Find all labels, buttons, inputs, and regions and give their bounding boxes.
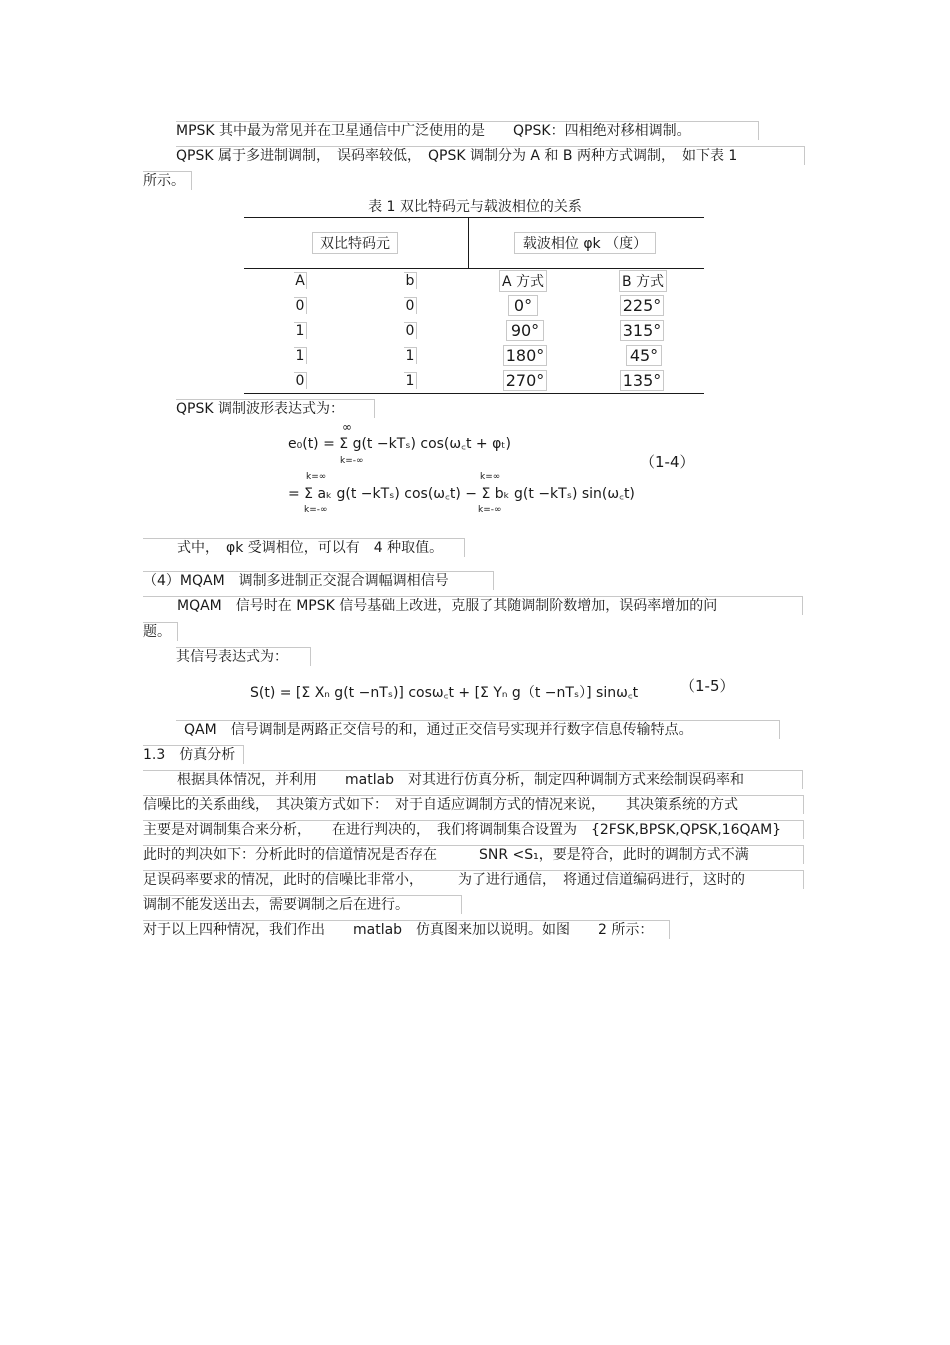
paragraph-simulation-line5: 足误码率要求的情况，此时的信噪比非常小， 为了进行通信， 将通过信道编码进行，这时的 xyxy=(143,870,804,889)
paragraph-mqam-line2: 题。 xyxy=(143,622,178,641)
table-bottom-rule xyxy=(244,393,704,394)
table-top-rule xyxy=(244,217,704,218)
table-caption: 表 1 双比特码元与载波相位的关系 xyxy=(368,199,582,215)
table-cell: 225° xyxy=(620,295,664,316)
table-cell: 270° xyxy=(503,370,547,391)
sum-lower-limit: k=-∞ xyxy=(304,505,328,515)
table-cell: 1 xyxy=(294,322,307,339)
paragraph-qpsk-line2: 所示。 xyxy=(143,171,192,190)
table-cell: 0° xyxy=(508,295,538,316)
sum-upper-limit: k=∞ xyxy=(480,472,501,482)
table-header-bits: 双比特码元 xyxy=(312,232,398,254)
paragraph-qpsk-line1: QPSK 属于多进制调制， 误码率较低， QPSK 调制分为 A 和 B 两种方式调制， 如下表 1 xyxy=(176,146,805,165)
paragraph-qpsk-expr-intro: QPSK 调制波形表达式为： xyxy=(176,399,375,418)
table-cell: 0 xyxy=(294,372,307,389)
table-cell: 135° xyxy=(620,370,664,391)
table-cell: 1 xyxy=(404,372,417,389)
section-heading-1-3: 1.3 仿真分析 xyxy=(143,745,244,764)
table-cell: 180° xyxy=(503,345,547,366)
table-header-rule xyxy=(244,268,704,269)
table-cell: 1 xyxy=(404,347,417,364)
equation-1-5-number: （1-5） xyxy=(680,677,735,695)
sum-upper-limit: k=∞ xyxy=(306,472,327,482)
sum-lower-limit: k=-∞ xyxy=(478,505,502,515)
table-subheader-mode-b: B 方式 xyxy=(619,270,667,292)
sum-upper-limit: ∞ xyxy=(342,420,352,434)
table-subheader-a: A xyxy=(294,272,307,289)
equation-1-4-line2: = Σ aₖ g(t −kTₛ) cos(ω꜀t) − Σ bₖ g(t −kTₛ) sin(ω꜀t) xyxy=(288,486,635,502)
paragraph-simulation-line1: 根据具体情况，并利用 matlab 对其进行仿真分析，制定四种调制方式来绘制误码率和 xyxy=(143,770,803,789)
table-cell: 0 xyxy=(404,322,417,339)
equation-1-4-line1: e₀(t) = Σ g(t −kTₛ) cos(ω꜀t + φₜ) xyxy=(288,436,511,452)
paragraph-mqam-line1: MQAM 信号时在 MPSK 信号基础上改进，克服了其随调制阶数增加，误码率增加的问 xyxy=(143,596,803,615)
paragraph-simulation-line3: 主要是对调制集合来分析， 在进行判决的， 我们将调制集合设置为 {2FSK,BPSK,QPSK,16QAM} xyxy=(143,820,804,839)
paragraph-mqam-heading: （4）MQAM 调制多进制正交混合调幅调相信号 xyxy=(143,571,494,590)
table-cell: 0 xyxy=(294,297,307,314)
paragraph-simulation-line6: 调制不能发送出去，需要调制之后在进行。 xyxy=(143,895,462,914)
equation-1-5: S(t) = [Σ Xₙ g(t −nTₛ)] cosω꜀t + [Σ Yₙ g（t −nTₛ）] sinω꜀t xyxy=(250,685,639,701)
paragraph-mpsk: MPSK 其中最为常见并在卫星通信中广泛使用的是 QPSK：四相绝对移相调制。 xyxy=(176,121,759,140)
paragraph-simulation-line4: 此时的判决如下：分析此时的信道情况是否存在 SNR <S₁，要是符合，此时的调制方式不满 xyxy=(143,845,804,864)
table-header-divider xyxy=(468,217,469,268)
paragraph-phase-note: 式中， φk 受调相位，可以有 4 种取值。 xyxy=(143,538,465,557)
paragraph-simulation-line2: 信噪比的关系曲线， 其决策方式如下： 对于自适应调制方式的情况来说， 其决策系统的方式 xyxy=(143,795,804,814)
paragraph-figure-intro: 对于以上四种情况，我们作出 matlab 仿真图来加以说明。如图 2 所示： xyxy=(143,920,670,939)
table-header-phase: 载波相位 φk （度） xyxy=(514,232,656,254)
equation-1-4-number: （1-4） xyxy=(640,453,695,471)
paragraph-qam-summary: QAM 信号调制是两路正交信号的和，通过正交信号实现并行数字信息传输特点。 xyxy=(176,720,780,739)
table-subheader-mode-a: A 方式 xyxy=(499,270,547,292)
sum-lower-limit: k=-∞ xyxy=(340,456,364,466)
table-cell: 45° xyxy=(626,345,662,366)
table-cell: 315° xyxy=(620,320,664,341)
table-cell: 90° xyxy=(506,320,544,341)
table-cell: 0 xyxy=(404,297,417,314)
paragraph-signal-expr-intro: 其信号表达式为： xyxy=(176,647,311,666)
table-cell: 1 xyxy=(294,347,307,364)
table-subheader-b: b xyxy=(404,272,417,289)
